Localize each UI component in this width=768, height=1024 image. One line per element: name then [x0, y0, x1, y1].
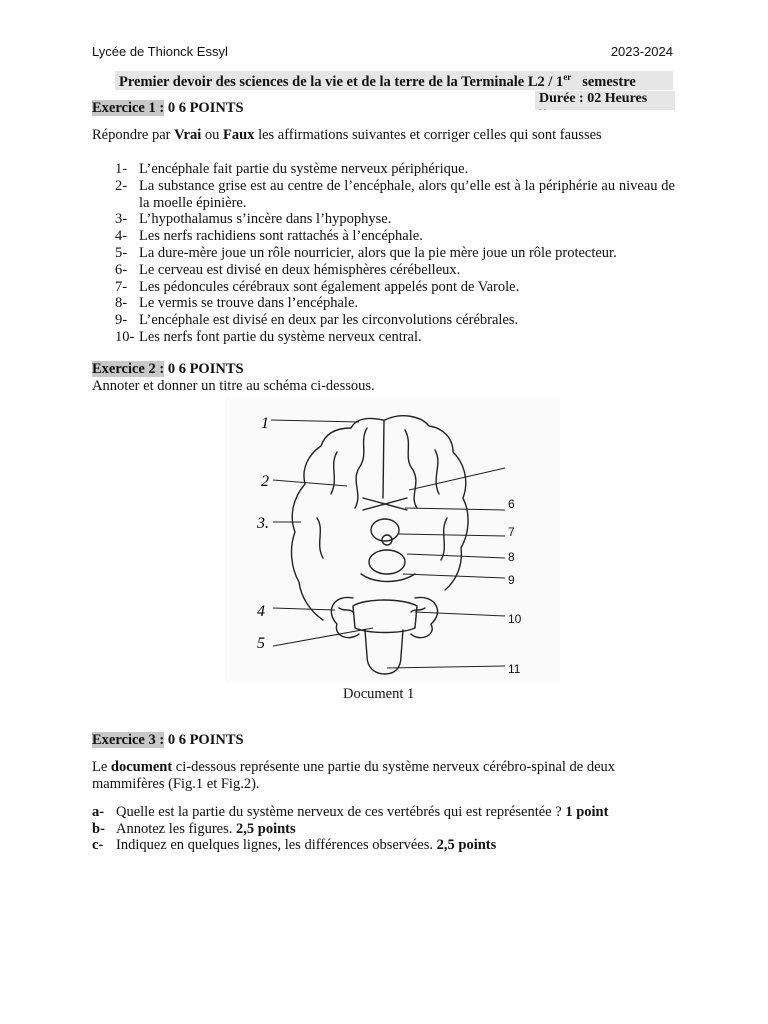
list-item: 2- La substance grise est au centre de l’encéphale, alors qu’elle est à la périphérie au niveau de la moelle épinière.: [115, 177, 675, 211]
list-item: 4- Les nerfs rachidiens sont rattachés à l’encéphale.: [115, 228, 423, 245]
diagram-label-7: 7: [508, 525, 515, 539]
exercise-3-intro: Le document ci-dessous représente une partie du système nerveux cérébro-spinal de deux: [92, 759, 616, 775]
list-item: 1- L’encéphale fait partie du système nerveux périphérique.: [115, 161, 469, 177]
list-item: 10- Les nerfs font partie du système nerveux central.: [115, 328, 422, 345]
exercise-3-questions: [92, 804, 608, 854]
list-item: 8- Le vermis se trouve dans l’encéphale.: [115, 295, 359, 312]
list-item: a- Quelle est la partie du système nerveux de ces vertébrés qui est représentée ? 1 point: [92, 804, 609, 820]
diagram-label-3: 3.: [257, 515, 269, 532]
exam-duration: Durée : 02 Heures - -: [535, 91, 675, 110]
school-year: 2023-2024: [610, 44, 673, 59]
diagram-label-2: 2: [261, 473, 269, 490]
diagram-label-10: 10: [508, 612, 522, 626]
exercise-3-intro-cont: mammifères (Fig.1 et Fig.2).: [92, 776, 260, 792]
exercise-1-statements: [115, 161, 675, 346]
figure-caption: Document 1: [343, 686, 415, 702]
exercise-1-heading: Exercice 1 : 0 6 POINTS: [92, 100, 244, 116]
diagram-label-4: 4: [257, 603, 265, 620]
exercise-2-instruction: Annoter et donner un titre au schéma ci-dessous.: [92, 378, 375, 394]
list-item: c- Indiquez en quelques lignes, les différences observées. 2,5 points: [92, 837, 497, 853]
list-item: 7- Les pédoncules cérébraux sont également appelés pont de Varole.: [115, 278, 520, 295]
school-name: Lycée de Thionck Essyl: [92, 44, 228, 59]
diagram-label-11: 11: [508, 662, 521, 676]
list-item: 3- L’hypothalamus s’incère dans l’hypophyse.: [115, 211, 392, 228]
list-item: b- Annotez les figures. 2,5 points: [92, 820, 296, 837]
diagram-label-9: 9: [508, 573, 515, 587]
exercise-2-heading: Exercice 2 : 0 6 POINTS: [92, 361, 244, 377]
list-item: 5- La dure-mère joue un rôle nourricier, alors que la pie mère joue un rôle protecteur.: [115, 244, 617, 261]
list-item: 9- L’encéphale est divisé en deux par les circonvolutions cérébrales.: [115, 312, 519, 329]
diagram-label-8: 8: [508, 550, 515, 564]
exam-title-bar: [115, 71, 673, 90]
exam-title: Premier devoir des sciences de la vie et de la terre de la Terminale L2 / 1er semestre: [119, 72, 636, 90]
diagram-label-6: 6: [508, 497, 515, 511]
brain-diagram: [225, 398, 560, 682]
diagram-label-5: 5: [257, 635, 265, 652]
list-item: 6- Le cerveau est divisé en deux hémisphères cérébelleux.: [115, 261, 461, 278]
exercise-1-instruction: Répondre par Vrai ou Faux les affirmations suivantes et corriger celles qui sont fausses: [92, 127, 602, 143]
diagram-label-1: 1: [261, 415, 269, 432]
exercise-3-heading: Exercice 3 : 0 6 POINTS: [92, 732, 244, 748]
